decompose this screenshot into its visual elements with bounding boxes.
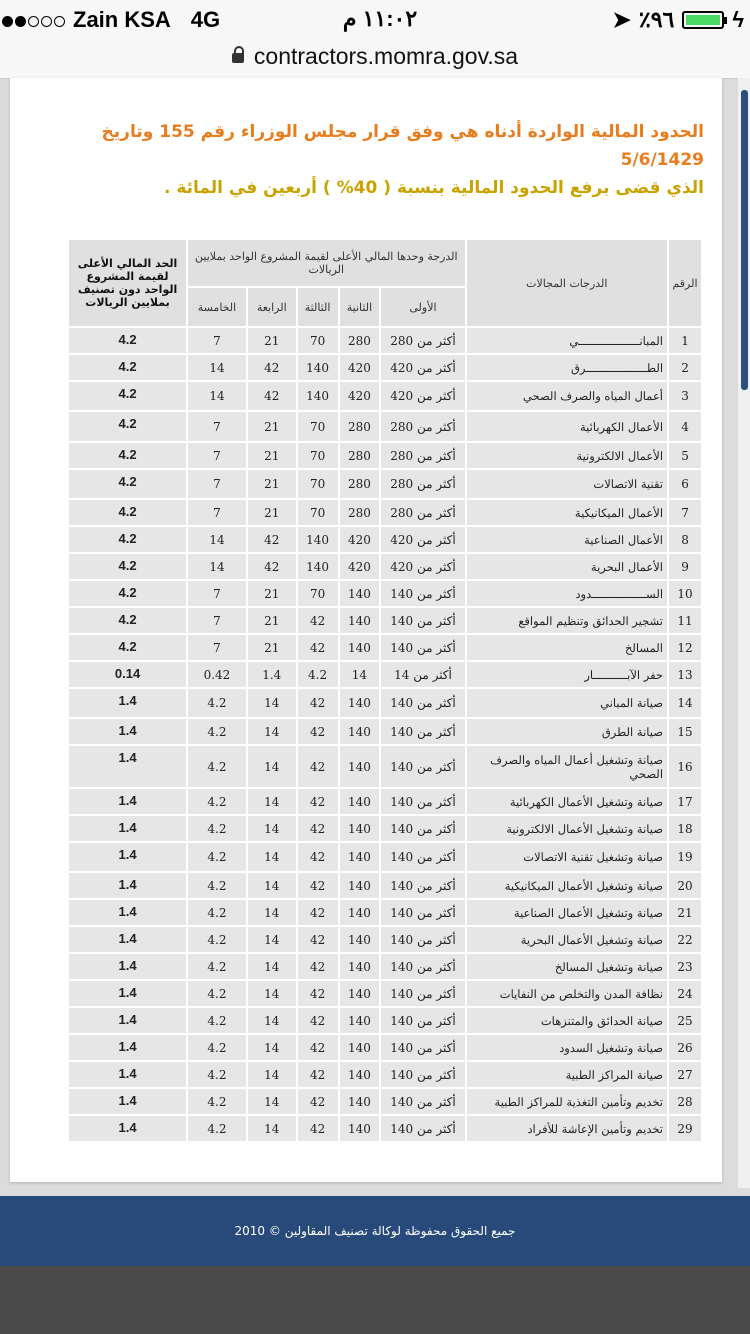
row-number: 1 [668,327,702,354]
row-grade-2: 280 [339,469,381,499]
address-bar[interactable] [0,42,750,79]
row-grade-1: أكثر من 140 [380,899,465,926]
row-grade-2: 140 [339,926,381,953]
table-row [68,953,702,980]
table-row [68,381,702,411]
table-body [68,327,702,1142]
row-limit: 1.4 [68,872,187,899]
row-grade-4: 21 [247,634,297,661]
row-field-name: تقنية الاتصالات [466,469,668,499]
carrier-name: Zain KSA [73,6,171,32]
row-grade-3: 42 [297,899,339,926]
table-row [68,580,702,607]
row-grade-3: 42 [297,842,339,872]
battery-percent: ٪٩٦ [638,7,675,32]
row-grade-5: 7 [187,327,247,354]
row-field-name: الأعمال البحرية [466,553,668,580]
table-row [68,926,702,953]
row-grade-2: 280 [339,411,381,442]
row-grade-3: 70 [297,580,339,607]
row-limit: 1.4 [68,980,187,1007]
row-limit: 1.4 [68,718,187,745]
row-number: 28 [668,1088,702,1115]
row-grade-5: 4.2 [187,1007,247,1034]
row-grade-1: أكثر من 280 [380,327,465,354]
row-grade-3: 140 [297,526,339,553]
row-field-name: تشجير الحدائق وتنظيم المواقع [466,607,668,634]
row-grade-3: 42 [297,1007,339,1034]
row-grade-1: أكثر من 140 [380,1061,465,1088]
row-number: 3 [668,381,702,411]
row-grade-5: 7 [187,411,247,442]
row-limit: 1.4 [68,926,187,953]
row-field-name: صيانة وتشغيل الأعمال البحرية [466,926,668,953]
row-grade-5: 7 [187,580,247,607]
notice-line-2: 5/6/1429 [620,150,704,170]
row-grade-4: 21 [247,442,297,469]
row-grade-5: 4.2 [187,899,247,926]
row-limit: 1.4 [68,899,187,926]
table-row [68,899,702,926]
table-row [68,327,702,354]
row-grade-5: 7 [187,634,247,661]
row-grade-5: 14 [187,553,247,580]
row-field-name: صيانة وتشغيل الأعمال الكهربائية [466,788,668,815]
row-grade-3: 42 [297,872,339,899]
row-limit: 4.2 [68,499,187,526]
row-grade-3: 42 [297,718,339,745]
row-grade-5: 14 [187,381,247,411]
row-grade-3: 42 [297,926,339,953]
row-grade-2: 140 [339,634,381,661]
row-grade-3: 42 [297,953,339,980]
row-grade-3: 42 [297,1034,339,1061]
row-grade-3: 42 [297,1061,339,1088]
row-field-name: الأعمال الالكترونية [466,442,668,469]
row-number: 17 [668,788,702,815]
table-row [68,842,702,872]
row-number: 14 [668,688,702,718]
signal-strength-icon [2,6,67,33]
row-grade-4: 14 [247,953,297,980]
row-field-name: صيانة المباني [466,688,668,718]
row-grade-4: 14 [247,980,297,1007]
row-grade-5: 4.2 [187,718,247,745]
row-grade-1: أكثر من 420 [380,381,465,411]
row-grade-3: 42 [297,634,339,661]
battery-icon [682,11,724,29]
row-field-name: صيانة الحدائق والمتنزهات [466,1007,668,1034]
row-grade-1: أكثر من 280 [380,499,465,526]
row-grade-3: 70 [297,327,339,354]
row-number: 24 [668,980,702,1007]
row-number: 20 [668,872,702,899]
row-grade-4: 14 [247,745,297,788]
row-grade-2: 140 [339,872,381,899]
header-grade-group: الدرجة وحدها المالي الأعلى لقيمة المشروع الواحد بملايين الريالات [187,239,466,287]
row-limit: 4.2 [68,469,187,499]
row-number: 5 [668,442,702,469]
row-number: 21 [668,899,702,926]
content-page [10,78,722,1182]
row-grade-1: أكثر من 140 [380,580,465,607]
row-grade-1: أكثر من 140 [380,926,465,953]
table-row [68,1061,702,1088]
table-row [68,688,702,718]
row-field-name: الأعمال الميكانيكية [466,499,668,526]
header-grade-2: الثانية [339,287,381,327]
row-grade-3: 140 [297,553,339,580]
row-limit: 4.2 [68,354,187,381]
row-number: 11 [668,607,702,634]
row-grade-1: أكثر من 140 [380,980,465,1007]
row-grade-2: 140 [339,815,381,842]
row-grade-5: 4.2 [187,953,247,980]
row-grade-1: أكثر من 140 [380,607,465,634]
row-grade-5: 4.2 [187,872,247,899]
row-grade-1: أكثر من 140 [380,688,465,718]
row-grade-2: 140 [339,1115,381,1142]
row-grade-1: أكثر من 14 [380,661,465,688]
row-grade-2: 140 [339,1007,381,1034]
row-grade-2: 420 [339,354,381,381]
row-grade-4: 14 [247,688,297,718]
row-number: 7 [668,499,702,526]
row-grade-2: 140 [339,842,381,872]
row-grade-5: 14 [187,354,247,381]
row-grade-1: أكثر من 140 [380,745,465,788]
row-number: 6 [668,469,702,499]
row-grade-1: أكثر من 140 [380,1007,465,1034]
row-number: 9 [668,553,702,580]
row-grade-3: 70 [297,442,339,469]
row-grade-2: 140 [339,745,381,788]
row-limit: 1.4 [68,842,187,872]
status-bar [0,0,750,42]
table-row [68,1088,702,1115]
row-grade-4: 14 [247,815,297,842]
row-grade-4: 21 [247,327,297,354]
row-grade-2: 140 [339,607,381,634]
row-limit: 4.2 [68,634,187,661]
row-grade-5: 4.2 [187,1061,247,1088]
lock-icon [232,53,244,63]
header-grade-1: الأولى [380,287,465,327]
classification-table [67,238,703,1143]
row-grade-3: 42 [297,1115,339,1142]
row-limit: 0.14 [68,661,187,688]
row-grade-2: 140 [339,1034,381,1061]
row-field-name: صيانة الطرق [466,718,668,745]
row-grade-3: 42 [297,980,339,1007]
row-field-name: المسالخ [466,634,668,661]
table-row [68,526,702,553]
table-row [68,1115,702,1142]
row-grade-1: أكثر من 420 [380,526,465,553]
row-grade-5: 7 [187,469,247,499]
copyright-text: جميع الحقوق محفوظة لوكالة تصنيف المقاولين © 2010 [234,1224,516,1238]
row-grade-1: أكثر من 140 [380,953,465,980]
row-grade-5: 4.2 [187,980,247,1007]
header-grade-3: الثالثة [297,287,339,327]
row-grade-1: أكثر من 140 [380,842,465,872]
table-row [68,634,702,661]
row-grade-5: 0.42 [187,661,247,688]
row-limit: 1.4 [68,745,187,788]
row-field-name: صيانة وتشغيل الأعمال الميكانيكية [466,872,668,899]
row-grade-1: أكثر من 280 [380,442,465,469]
row-number: 12 [668,634,702,661]
row-grade-1: أكثر من 280 [380,411,465,442]
row-limit: 4.2 [68,381,187,411]
row-limit: 1.4 [68,1088,187,1115]
row-grade-2: 14 [339,661,381,688]
row-grade-2: 140 [339,1061,381,1088]
row-grade-3: 70 [297,499,339,526]
row-grade-5: 7 [187,499,247,526]
row-field-name: الأعمال الصناعية [466,526,668,553]
row-grade-5: 4.2 [187,815,247,842]
row-grade-5: 4.2 [187,745,247,788]
row-number: 4 [668,411,702,442]
row-grade-4: 14 [247,1007,297,1034]
row-number: 10 [668,580,702,607]
row-grade-1: أكثر من 140 [380,872,465,899]
row-grade-4: 14 [247,1061,297,1088]
table-row [68,411,702,442]
clock: ١١:٠٢ م [342,6,418,31]
url-text[interactable]: contractors.momra.gov.sa [253,43,519,69]
row-grade-2: 280 [339,327,381,354]
row-grade-5: 7 [187,607,247,634]
row-grade-1: أكثر من 280 [380,469,465,499]
row-grade-5: 4.2 [187,1115,247,1142]
row-number: 25 [668,1007,702,1034]
row-grade-4: 42 [247,354,297,381]
table-row [68,469,702,499]
header-field: الدرجات المجالات [466,239,668,327]
notice-text [28,118,704,202]
row-field-name: الطــــــــــــــــــرق [466,354,668,381]
row-number: 18 [668,815,702,842]
row-limit: 1.4 [68,788,187,815]
row-grade-1: أكثر من 420 [380,354,465,381]
row-grade-2: 140 [339,718,381,745]
notice-line-1: الحدود المالية الواردة أدناه هي وفق قرار مجلس الوزراء رقم 155 وتاريخ [101,122,704,142]
row-limit: 4.2 [68,327,187,354]
row-grade-1: أكثر من 140 [380,1115,465,1142]
bottom-bar [0,1266,750,1334]
row-grade-5: 4.2 [187,688,247,718]
table-row [68,1034,702,1061]
row-number: 8 [668,526,702,553]
row-grade-2: 420 [339,553,381,580]
row-limit: 1.4 [68,1115,187,1142]
table-row [68,815,702,842]
header-num: الرقم [668,239,702,327]
row-field-name: أعمال المياه والصرف الصحي [466,381,668,411]
row-number: 16 [668,745,702,788]
row-grade-3: 42 [297,815,339,842]
row-field-name: المبانــــــــــــــــــي [466,327,668,354]
row-grade-5: 4.2 [187,842,247,872]
table-row [68,872,702,899]
row-grade-4: 14 [247,1115,297,1142]
row-field-name: صيانة وتشغيل أعمال المياه والصرف الصحي [466,745,668,788]
row-grade-4: 14 [247,1088,297,1115]
location-arrow-icon: ➤ [612,7,631,32]
header-grade-5: الخامسة [187,287,247,327]
row-grade-1: أكثر من 140 [380,634,465,661]
table-row [68,980,702,1007]
row-grade-5: 4.2 [187,1034,247,1061]
row-grade-5: 14 [187,526,247,553]
header-limit: الحد المالي الأعلى لقيمة المشروع الواحد دون تصنيف بملايين الريالات [68,239,187,327]
row-grade-2: 140 [339,953,381,980]
row-grade-2: 140 [339,980,381,1007]
row-grade-4: 42 [247,526,297,553]
row-number: 22 [668,926,702,953]
row-grade-4: 14 [247,1034,297,1061]
table-row [68,661,702,688]
row-grade-2: 140 [339,899,381,926]
row-limit: 4.2 [68,411,187,442]
row-grade-2: 280 [339,499,381,526]
row-field-name: صيانة وتشغيل تقنية الاتصالات [466,842,668,872]
notice-line-3: الذي قضى برفع الحدود المالية بنسبة ( 40% ) أربعين في المائة . [163,178,704,198]
row-grade-2: 280 [339,442,381,469]
table-row [68,788,702,815]
row-grade-5: 4.2 [187,788,247,815]
row-field-name: الســــــــــــــــدود [466,580,668,607]
header-grade-4: الرابعة [247,287,297,327]
row-grade-3: 140 [297,381,339,411]
row-limit: 1.4 [68,953,187,980]
row-grade-2: 140 [339,580,381,607]
row-grade-3: 42 [297,1088,339,1115]
row-grade-1: أكثر من 140 [380,1034,465,1061]
row-grade-5: 7 [187,442,247,469]
row-field-name: حفر الآبــــــــــار [466,661,668,688]
row-limit: 4.2 [68,442,187,469]
row-grade-4: 21 [247,580,297,607]
row-grade-2: 140 [339,1088,381,1115]
table-row [68,354,702,381]
row-grade-3: 42 [297,788,339,815]
row-grade-1: أكثر من 140 [380,718,465,745]
row-grade-2: 140 [339,688,381,718]
row-grade-4: 14 [247,899,297,926]
table-row [68,499,702,526]
row-number: 13 [668,661,702,688]
row-limit: 4.2 [68,580,187,607]
table-row [68,607,702,634]
row-field-name: صيانة وتشغيل السدود [466,1034,668,1061]
row-grade-4: 14 [247,842,297,872]
row-field-name: صيانة المراكز الطبية [466,1061,668,1088]
row-grade-4: 21 [247,607,297,634]
scrollbar-thumb[interactable] [741,90,748,390]
row-grade-5: 4.2 [187,1088,247,1115]
row-limit: 4.2 [68,553,187,580]
row-limit: 4.2 [68,526,187,553]
table-row [68,718,702,745]
row-grade-3: 70 [297,469,339,499]
row-grade-1: أكثر من 420 [380,553,465,580]
table-row [68,553,702,580]
network-type: 4G [190,6,221,32]
table-row [68,745,702,788]
row-limit: 1.4 [68,815,187,842]
row-grade-4: 1.4 [247,661,297,688]
row-field-name: نظافة المدن والتخلص من النفايات [466,980,668,1007]
row-number: 27 [668,1061,702,1088]
row-grade-3: 140 [297,354,339,381]
row-number: 29 [668,1115,702,1142]
row-grade-3: 42 [297,688,339,718]
row-number: 26 [668,1034,702,1061]
row-grade-4: 14 [247,788,297,815]
row-limit: 1.4 [68,1034,187,1061]
row-grade-4: 21 [247,411,297,442]
row-grade-5: 4.2 [187,926,247,953]
row-limit: 1.4 [68,1007,187,1034]
row-field-name: الأعمال الكهربائية [466,411,668,442]
row-limit: 4.2 [68,607,187,634]
row-limit: 1.4 [68,1061,187,1088]
table-row [68,442,702,469]
row-field-name: تخديم وتأمين التغذية للمراكز الطبية [466,1088,668,1115]
row-grade-4: 42 [247,553,297,580]
row-limit: 1.4 [68,688,187,718]
row-grade-2: 140 [339,788,381,815]
charging-icon: ϟ [732,7,744,32]
row-grade-2: 420 [339,526,381,553]
row-field-name: صيانة وتشغيل الأعمال الصناعية [466,899,668,926]
row-field-name: صيانة وتشغيل الأعمال الالكترونية [466,815,668,842]
row-grade-3: 42 [297,745,339,788]
row-grade-1: أكثر من 140 [380,788,465,815]
row-grade-1: أكثر من 140 [380,815,465,842]
row-grade-2: 420 [339,381,381,411]
row-number: 23 [668,953,702,980]
row-grade-4: 21 [247,499,297,526]
table-row [68,1007,702,1034]
row-field-name: صيانة وتشغيل المسالخ [466,953,668,980]
row-number: 15 [668,718,702,745]
row-grade-4: 14 [247,926,297,953]
row-grade-4: 21 [247,469,297,499]
row-grade-1: أكثر من 140 [380,1088,465,1115]
footer [0,1196,750,1266]
row-number: 2 [668,354,702,381]
row-number: 19 [668,842,702,872]
row-grade-3: 4.2 [297,661,339,688]
row-grade-4: 42 [247,381,297,411]
row-field-name: تخديم وتأمين الإعاشة للأفراد [466,1115,668,1142]
row-grade-4: 14 [247,872,297,899]
row-grade-3: 42 [297,607,339,634]
row-grade-3: 70 [297,411,339,442]
row-grade-4: 14 [247,718,297,745]
